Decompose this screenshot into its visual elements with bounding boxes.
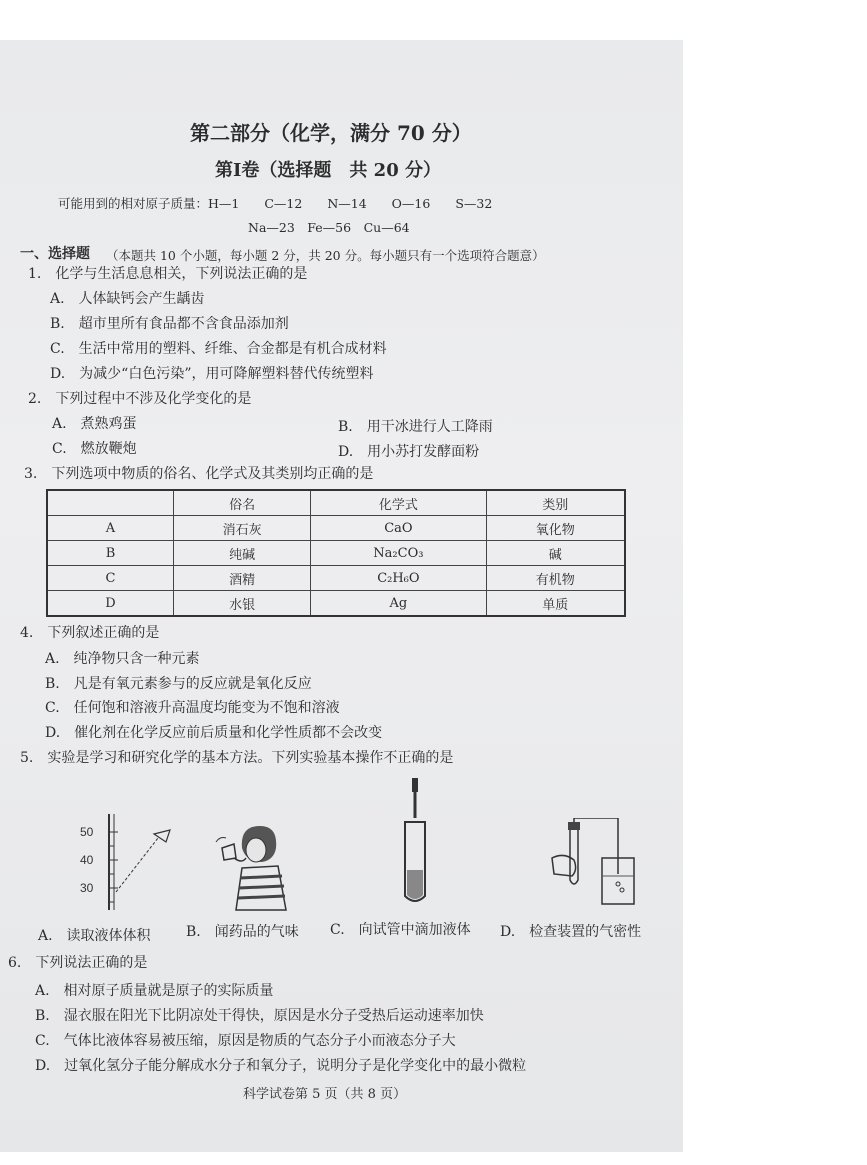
volume-title: 第Ⅰ卷（选择题 共 20 分） — [215, 160, 442, 181]
dropper-test-tube-illustration — [395, 778, 435, 908]
question-2-stem: 2. 下列过程中不涉及化学变化的是 — [28, 391, 252, 407]
table-cell: Ag — [311, 591, 486, 617]
table-cell: Na₂CO₃ — [311, 541, 486, 566]
table-cell: 消石灰 — [174, 516, 311, 541]
table-header-cell: 化学式 — [311, 490, 486, 516]
table-cell: D — [47, 591, 174, 617]
table-cell: CaO — [311, 516, 486, 541]
page-footer: 科学试卷第 5 页（共 8 页） — [243, 1087, 407, 1102]
table-header-row — [47, 490, 625, 516]
table-cell: C₂H₆O — [311, 566, 486, 591]
question-2-option-b: B. 用干冰进行人工降雨 — [338, 419, 493, 435]
scale-label-40: 40 — [80, 853, 94, 867]
table-header-cell — [47, 490, 174, 516]
airtightness-check-illustration — [538, 818, 638, 913]
question-1-stem: 1. 化学与生活息息相关，下列说法正确的是 — [28, 266, 308, 282]
question-4-option-a: A. 纯净物只含一种元素 — [45, 651, 200, 667]
scale-label-30: 30 — [80, 881, 94, 895]
question-6-option-a: A. 相对原子质量就是原子的实际质量 — [35, 983, 274, 999]
question-5-option-c: C. 向试管中滴加液体 — [330, 922, 471, 938]
section-instructions: （本题共 10 个小题，每小题 2 分，共 20 分。每小题只有一个选项符合题意） — [106, 248, 545, 263]
table-cell: 水银 — [174, 591, 311, 617]
question-4-option-b: B. 凡是有氧元素参与的反应就是氧化反应 — [45, 676, 312, 692]
question-1-option-c: C. 生活中常用的塑料、纤维、合金都是有机合成材料 — [50, 341, 387, 357]
question-3-table — [46, 489, 626, 617]
table-header-cell: 俗名 — [174, 490, 311, 516]
question-4-option-c: C. 任何饱和溶液升高温度均能变为不饱和溶液 — [45, 700, 340, 716]
atomic-mass-line-2: Na—23 Fe—56 Cu—64 — [248, 220, 410, 235]
question-5-option-b: B. 闻药品的气味 — [186, 924, 299, 940]
table-cell: 氧化物 — [486, 516, 625, 541]
table-row — [47, 591, 625, 617]
table-row — [47, 566, 625, 591]
table-row — [47, 541, 625, 566]
smelling-chemical-illustration — [212, 818, 292, 913]
part-title: 第二部分（化学，满分 70 分） — [190, 121, 472, 145]
atomic-mass-line-1: 可能用到的相对原子质量：H—1 C—12 N—14 O—16 S—32 — [58, 196, 493, 211]
question-2-option-d: D. 用小苏打发酵面粉 — [338, 444, 480, 460]
question-3-stem: 3. 下列选项中物质的俗名、化学式及其类别均正确的是 — [24, 466, 374, 482]
table-cell: 酒精 — [174, 566, 311, 591]
question-1-option-d: D. 为减少“白色污染”，用可降解塑料替代传统塑料 — [50, 366, 374, 382]
question-6-option-c: C. 气体比液体容易被压缩，原因是物质的气态分子小而液态分子大 — [35, 1033, 456, 1049]
question-4-option-d: D. 催化剂在化学反应前后质量和化学性质都不会改变 — [45, 725, 383, 741]
question-5-option-d: D. 检查装置的气密性 — [500, 924, 642, 940]
table-cell: 纯碱 — [174, 541, 311, 566]
table-cell: 有机物 — [486, 566, 625, 591]
question-2-option-a: A. 煮熟鸡蛋 — [52, 416, 137, 432]
question-6-option-d: D. 过氧化氢分子能分解成水分子和氧分子，说明分子是化学变化中的最小微粒 — [35, 1058, 527, 1074]
question-6-option-b: B. 湿衣服在阳光下比阴凉处干得快，原因是水分子受热后运动速率加快 — [35, 1008, 484, 1024]
table-cell: 单质 — [486, 591, 625, 617]
table-cell: A — [47, 516, 174, 541]
table-cell: C — [47, 566, 174, 591]
graduated-cylinder-illustration — [78, 808, 188, 918]
section-title: 一、选择题 — [20, 246, 90, 262]
question-5-option-a: A. 读取液体体积 — [38, 928, 151, 944]
table-row — [47, 516, 625, 541]
question-1-option-b: B. 超市里所有食品都不含食品添加剂 — [50, 316, 289, 332]
question-4-stem: 4. 下列叙述正确的是 — [20, 625, 160, 641]
table-header-cell: 类别 — [486, 490, 625, 516]
table-cell: B — [47, 541, 174, 566]
table-cell: 碱 — [486, 541, 625, 566]
question-5-stem: 5. 实验是学习和研究化学的基本方法。下列实验基本操作不正确的是 — [20, 750, 454, 766]
question-2-option-c: C. 燃放鞭炮 — [52, 441, 137, 457]
scale-label-50: 50 — [80, 825, 94, 839]
question-6-stem: 6. 下列说法正确的是 — [8, 955, 148, 971]
question-1-option-a: A. 人体缺钙会产生龋齿 — [50, 291, 205, 307]
